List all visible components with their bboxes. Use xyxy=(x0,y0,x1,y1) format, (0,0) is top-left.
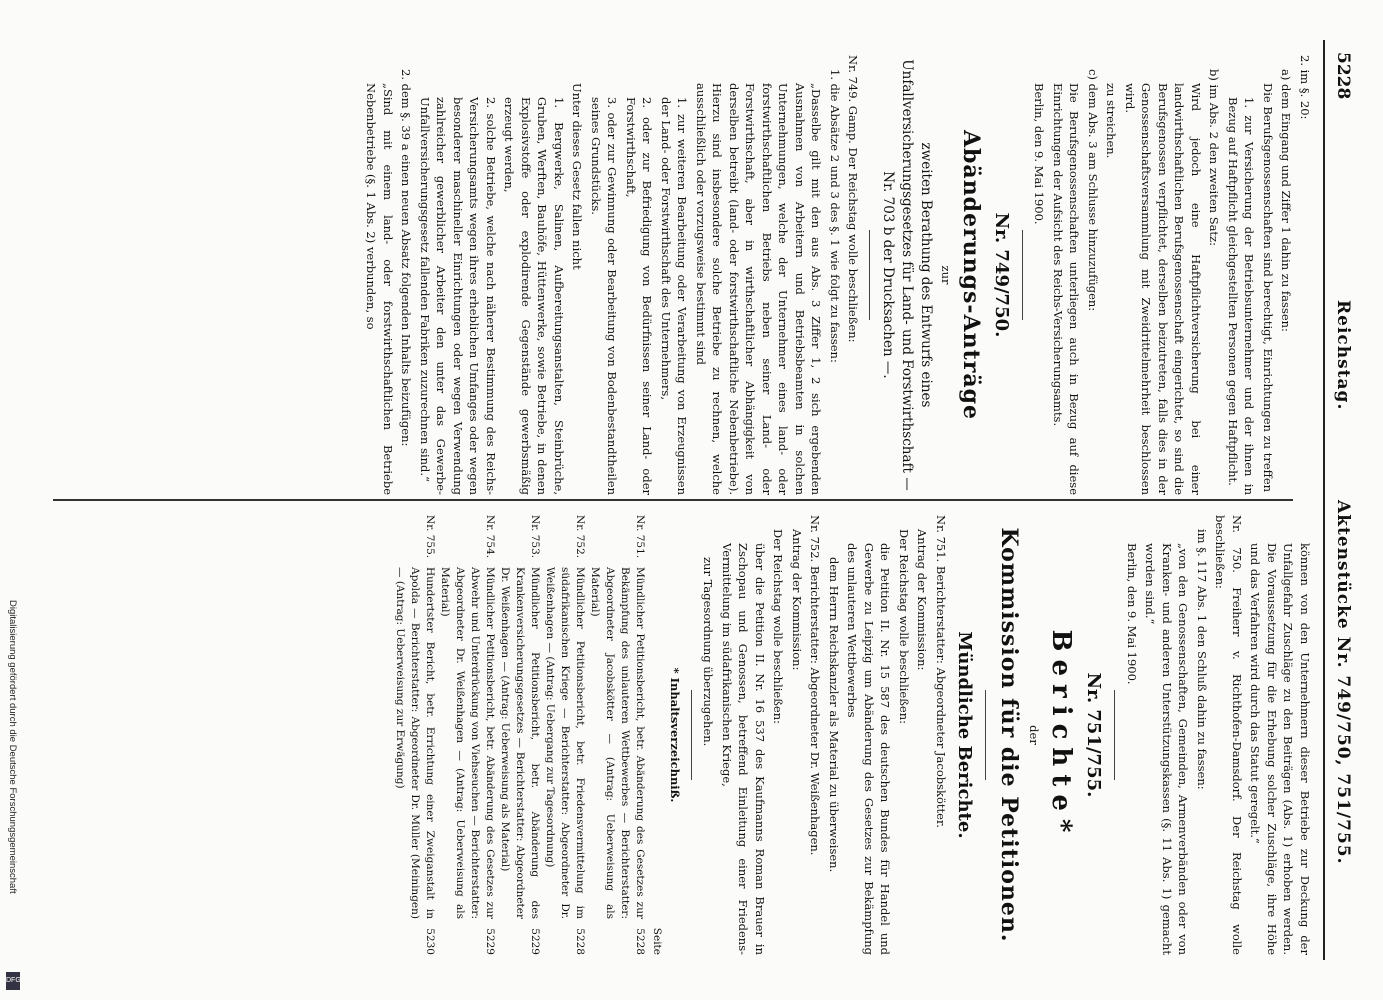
motion-heading: Nr. 749. Gamp. Der Reichstag wolle beschließen: xyxy=(846,55,861,343)
section-connector: zur xyxy=(939,265,953,285)
paragraph: 3. oder zur Gewinnung oder Bearbeitung von Bodenbestandtheilen seines Grundstücks. xyxy=(589,97,620,495)
separator xyxy=(691,690,692,780)
paragraph: Die Berufsgenossenschaften unterliegen auch in Bezug auf diese Einrichtungen der Aufsicht des Reichs-Versicherungsamts. xyxy=(1051,83,1082,495)
section-title: Abänderungs-Anträge xyxy=(958,129,984,420)
toc-text: Mündlicher Petitionsbericht, betr. Abänderung des Krankenversicherungsgesetzes — Berichterstatter: Abgeordneter Dr. Weißenhagen — (Antrag: Ueberweisung als Material) xyxy=(499,567,542,919)
table-of-contents xyxy=(393,515,648,955)
date-line: Berlin, den 9. Mai 1900. xyxy=(1032,83,1047,225)
section-subtitle: Kommission für die Petitionen. xyxy=(996,527,1022,943)
paragraph: 1. Bergwerke, Salinen, Aufbereitungsanstalten, Steinbrüche, Gruben, Werften, Bauhöfe, Hüttenwerke, sowie Betriebe, in denen Explosivstoffe oder explodirende Gegenstände gewerbsmäßig erzeugt werden, xyxy=(502,97,566,495)
column-divider xyxy=(53,499,1293,501)
date-line: Berlin, den 9. Mai 1900. xyxy=(1125,543,1139,685)
toc-page: 5229 xyxy=(484,928,497,955)
toc-page: 5228 xyxy=(574,928,587,955)
toc-row xyxy=(498,515,543,955)
page-number: 5228 xyxy=(1333,52,1353,100)
paragraph: dem Herrn Reichskanzler als Material zu überweisen. xyxy=(827,557,841,873)
paragraph: 2. im §. 20: xyxy=(1298,55,1312,120)
toc-number: Nr. 752. xyxy=(574,515,587,559)
paragraph: Wird jedoch eine Haftpflichtversicherung bei einer landwirthschaftlichen Berufsgenossenschaft eingerichtet, so sind die Berufsgenossen verpflichtet, derselben beizutreten, falls dies in der Genossenschaftsversammlung mit Zweidrittelmehrheit beschlossen wird. xyxy=(1123,83,1203,495)
paragraph: Der Reichstag wolle beschließen: xyxy=(771,529,786,724)
digitization-credit: Digitalisierung gefördert durch die Deutsche Forschungsgemeinschaft xyxy=(7,600,18,894)
toc-text: Hundertster Bericht, betr. Errichtung einer Zweiganstalt in Apolda — Berichterstatter: Abgeordneter Dr. Müller (Meiningen) — (Antrag: Ueberweisung zur Erwägung) xyxy=(394,567,437,919)
paragraph: a) dem Eingang und Ziffer 1 dahin zu fassen: xyxy=(1279,69,1294,332)
paragraph: über die Petition II. Nr. 16 537 des Kaufmanns Roman Brauer in Zschopau und Genossen, betreffend Einleitung einer Friedens-Vermittelung im südafrikanischen Kriege, xyxy=(720,543,767,955)
section-connector: der xyxy=(1027,725,1042,745)
toc-page: 5230 xyxy=(424,928,437,955)
toc-number: Nr. 755. xyxy=(424,515,437,559)
paragraph: im §. 117 Abs. 1 den Schluß dahin zu fassen: xyxy=(1195,529,1209,790)
left-column xyxy=(361,55,1313,495)
header-right-title: Aktenstücke Nr. 749/750, 751/755. xyxy=(1333,500,1353,865)
paragraph: Unter dieses Gesetz fallen nicht xyxy=(570,83,585,270)
paragraph: Antrag der Kommission: xyxy=(790,529,804,671)
paragraph: 2. solche Betriebe, welche nach näherer Bestimmung des Reichs-Versicherungsamts wegen ihres erheblichen Umfanges oder wegen besonderer maschineller Einrichtungen oder wegen Verwendung zahlreicher gewerblicher Arbeiter den unter das Gewerbe-Unfallversicherungsgesetz fallenden Fabriken zuzurechnen sind.“ xyxy=(418,97,498,495)
section-title: Berichte* xyxy=(1046,629,1077,841)
toc-number: Nr. 754. xyxy=(484,515,497,559)
paragraph: können von den Unternehmern dieser Betriebe zur Deckung der Unfallgefahr Zuschläge zu den Beiträgen (Abs. 1) erhoben werden. Die Voraussetzung für die Erhebung solcher Zuschläge, ihre Höhe und das Verfahren wird durch das Statut geregelt.“ xyxy=(1248,543,1312,955)
section-number: Nr. 749/750. xyxy=(991,212,1012,338)
toc-row xyxy=(588,515,648,955)
paragraph: Die Berufsgenossenschaften sind berechtigt, Einrichtungen zu treffen xyxy=(1261,83,1275,493)
toc-page: 5229 xyxy=(529,928,542,955)
toc-text: Mündlicher Petitionsbericht, betr. Abänderung des Gesetzes zur Bekämpfung des unlauteren Wettbewerbes — Berichterstatter: Abgeordneter Jacobskötter — (Antrag: Ueberweisung als Material) xyxy=(589,567,647,919)
dfg-logo: DFG xyxy=(6,972,20,990)
paragraph: 1. die Absätze 2 und 3 des §. 1 wie folgt zu fassen: xyxy=(828,69,842,363)
paragraph: 2. dem §. 39 a einen neuen Absatz folgenden Inhalts beizufügen: xyxy=(399,69,414,447)
toc-row xyxy=(543,515,588,955)
paragraph: c) dem Abs. 3 am Schlusse hinzuzufügen: xyxy=(1086,69,1100,312)
section-subtitle: zweiten Berathung des Entwurfs eines Unfallversicherungsgesetzes für Land- und Forstwirthschaft — Nr. 703 b der Drucksachen —. xyxy=(880,59,935,491)
separator xyxy=(1115,690,1116,780)
toc-page-label: Seite xyxy=(651,927,664,955)
section-number: Nr. 751/755. xyxy=(1083,672,1105,798)
separator xyxy=(985,690,986,780)
separator xyxy=(870,230,871,320)
toc-text: Mündlicher Petitionsbericht, betr. Abänderung des Gesetzes zur Abwehr und Unterdrückung von Viehseuchen — Berichterstatter: Abgeordneter Dr. Weißenhagen — (Antrag: Ueberweisung als Material) xyxy=(439,567,497,919)
header-rule xyxy=(1323,40,1325,960)
paragraph: b) im Abs. 2 den zweiten Satz: xyxy=(1207,69,1222,246)
paragraph: zur Tagesordnung überzugehen. xyxy=(701,557,716,747)
paragraph: „Sind mit einem land- oder forstwirthschaftlichen Betriebe Nebenbetriebe (§. 1 Abs. 2) verbunden, so xyxy=(364,83,395,495)
report-heading: Nr. 751. Berichterstatter: Abgeordneter Jacobskötter. xyxy=(934,515,948,828)
toc-title: * Inhaltsverzeichniß. xyxy=(668,667,682,803)
page-header xyxy=(1327,0,1353,1000)
report-heading: Nr. 752. Berichterstatter: Abgeordneter Dr. Weißenhagen. xyxy=(808,515,823,856)
paragraph: Der Reichstag wolle beschließen: xyxy=(897,529,911,724)
paragraph: die Petition II. Nr. 15 587 des deutschen Bundes für Handel und Gewerbe zu Leipzig um Abänderung des Gesetzes zur Bekämpfung des unlauteren Wettbewerbes xyxy=(845,543,893,955)
paragraph: 1. zur Versicherung der Betriebsunternehmer und der ihnen in Bezug auf Haftpflicht gleichgestellten Personen gegen Haftpflicht. xyxy=(1226,97,1257,495)
toc-row xyxy=(438,515,498,955)
subsection-title: Mündliche Berichte. xyxy=(954,631,975,839)
toc-text: Mündlicher Petitionsbericht, betr. Friedensvermittelung im südafrikanischen Kriege — Berichterstatter: Abgeordneter Dr. Weißenhagen — (Antrag: Uebergang zur Tagesordnung) xyxy=(544,567,587,919)
paragraph: Antrag der Kommission: xyxy=(915,529,930,671)
footer xyxy=(4,0,20,1000)
separator xyxy=(1022,230,1023,320)
motion-heading: Nr. 750. Freiherr v. Richthofen-Damsdorf. Der Reichstag wolle beschließen: xyxy=(1213,515,1244,955)
toc-row xyxy=(393,515,438,955)
toc-number: Nr. 751. xyxy=(634,515,647,559)
header-left-title: Reichstag. xyxy=(1333,300,1353,411)
paragraph: 2. oder zur Befriedigung von Bedürfnissen seiner Land- oder Forstwirthschaft, xyxy=(624,97,655,495)
toc-number: Nr. 753. xyxy=(529,515,542,559)
toc-page: 5228 xyxy=(634,928,647,955)
paragraph: 1. zur weiteren Bearbeitung oder Verarbeitung von Erzeugnissen der Land- oder Forstwirthschaft des Unternehmers, xyxy=(659,97,690,495)
right-column xyxy=(393,515,1314,955)
paragraph: „Dasselbe gilt mit den aus Abs. 3 Ziffer 1, 2 sich ergebenden Ausnahmen von Arbeitern und Betriebsbeamten in solchen Unternehmungen, welche der Unternehmer eines land- oder forstwirthschaftlichen Betriebs neben seiner Land- oder Forstwirthschaft, aber in wirthschaftlicher Abhängigkeit von derselben betreibt (land- oder forstwirthschaftliche Nebenbetriebe). Hierzu sind insbesondere solche Betriebe zu rechnen, welche ausschließlich oder vorzugsweise bestimmt sind xyxy=(694,83,824,495)
paragraph: zu streichen. xyxy=(1104,83,1119,159)
paragraph: „von den Genossenschaften, Gemeinden, Armenverbänden oder von Kranken- und anderen Unterstützungskassen (§. 11 Abs. 1) gemacht worden sind.“ xyxy=(1143,543,1191,955)
